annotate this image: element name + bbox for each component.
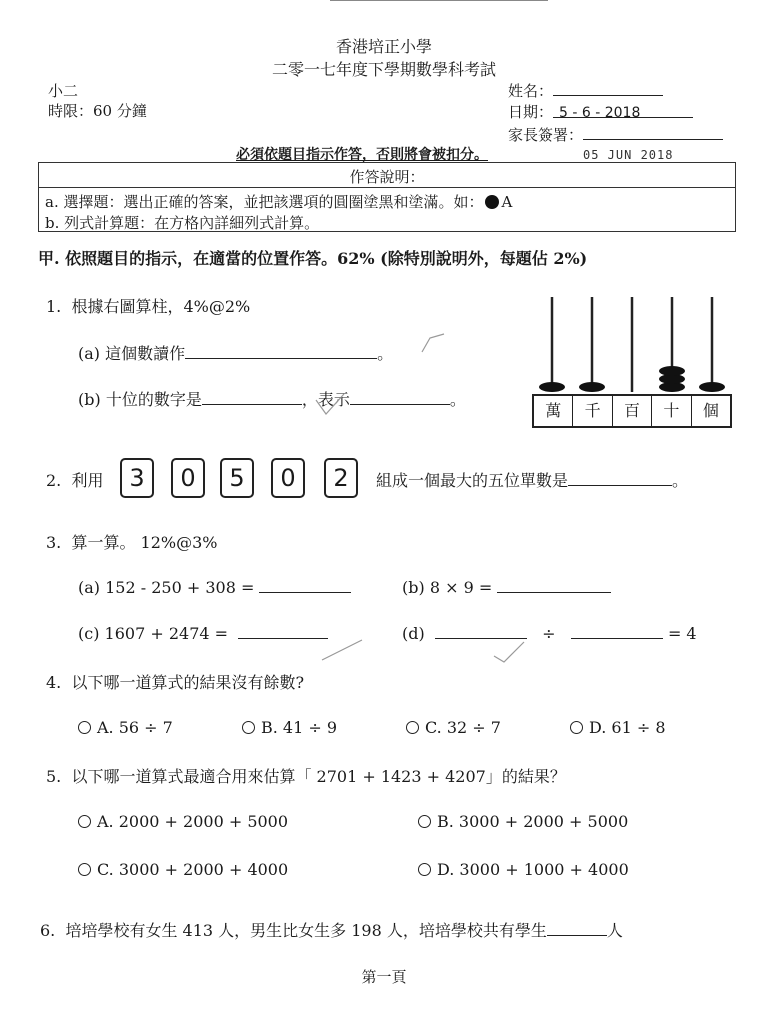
radio-circle-icon[interactable] — [418, 815, 431, 828]
parent-label: 家長簽署： — [508, 126, 584, 144]
digit-card-2: 0 — [171, 458, 205, 498]
parent-signature-field[interactable] — [508, 124, 723, 145]
q1a-answer-blank[interactable] — [185, 344, 377, 359]
q4-option-d[interactable]: D. 61 ÷ 8 — [570, 718, 666, 737]
q3a-answer-blank[interactable] — [259, 578, 351, 593]
name-label: 姓名： — [508, 82, 554, 100]
filled-circle-icon — [485, 195, 499, 209]
q5-option-a[interactable]: A. 2000 + 2000 + 5000 — [78, 812, 288, 831]
q3-stem: 3. 算一算。 12%@3% — [46, 533, 218, 552]
q3c-answer-blank[interactable] — [238, 624, 328, 639]
place-ten-thousands: 萬 — [534, 396, 573, 426]
place-thousands: 千 — [573, 396, 612, 426]
q1b: (b) 十位的數字是 ，表示 。 — [78, 390, 466, 409]
q3a: (a) 152 - 250 + 308 = — [78, 578, 351, 597]
radio-circle-icon[interactable] — [570, 721, 583, 734]
q6-answer-blank[interactable] — [547, 921, 607, 936]
q1a: (a) 這個數讀作 。 — [78, 344, 394, 363]
q3d-divisor-blank[interactable] — [571, 624, 663, 639]
pencil-mark — [490, 636, 530, 666]
name-blank[interactable] — [553, 81, 663, 96]
date-field[interactable] — [508, 101, 693, 122]
q4-stem: 4. 以下哪一道算式的結果沒有餘數? — [46, 673, 305, 692]
pencil-mark — [310, 390, 350, 420]
digit-card-1: 3 — [120, 458, 154, 498]
top-edge-line — [330, 0, 548, 1]
abacus-bead — [699, 382, 725, 392]
parent-blank[interactable] — [583, 125, 723, 140]
place-tens: 十 — [652, 396, 691, 426]
q6-stem: 6. 培培學校有女生 413 人，男生比女生多 198 人，培培學校共有學生 人 — [40, 921, 623, 940]
q3c: (c) 1607 + 2474 = — [78, 624, 328, 643]
instructions-title: 作答說明： — [349, 168, 425, 186]
q4-option-b[interactable]: B. 41 ÷ 9 — [242, 718, 337, 737]
abacus-bead — [659, 366, 685, 376]
q4-option-a[interactable]: A. 56 ÷ 7 — [78, 718, 173, 737]
pencil-mark — [318, 636, 368, 666]
q3d: (d) ÷ = 4 — [402, 624, 697, 643]
q3b-answer-blank[interactable] — [497, 578, 611, 593]
school-name: 香港培正小學 — [335, 37, 432, 56]
time-limit: 時限：60 分鐘 — [48, 102, 147, 120]
date-blank[interactable] — [553, 103, 693, 121]
radio-circle-icon[interactable] — [78, 863, 91, 876]
warning-text: 必須依題目指示作答，否則將會被扣分。 — [236, 147, 488, 163]
radio-circle-icon[interactable] — [78, 721, 91, 734]
q5-option-b[interactable]: B. 3000 + 2000 + 5000 — [418, 812, 628, 831]
place-value-table — [532, 394, 732, 428]
abacus-bead — [579, 382, 605, 392]
q2-text: 組成一個最大的五位單數是 。 — [376, 471, 689, 490]
grade-label: 小二 — [48, 82, 79, 100]
section-title: 甲. 依照題目的指示，在適當的位置作答。62% (除特別說明外，每題佔 2%) — [38, 249, 588, 268]
date-label: 日期： — [508, 103, 554, 121]
radio-circle-icon[interactable] — [78, 815, 91, 828]
instructions-divider — [39, 187, 735, 188]
q5-option-c[interactable]: C. 3000 + 2000 + 4000 — [78, 860, 288, 879]
digit-card-4: 0 — [271, 458, 305, 498]
place-hundreds: 百 — [613, 396, 652, 426]
exam-title: 二零一七年度下學期數學科考試 — [271, 60, 496, 79]
place-ones: 個 — [702, 401, 719, 420]
q1-stem: 1. 根據右圖算柱，4%@2% — [46, 297, 251, 316]
radio-circle-icon[interactable] — [418, 863, 431, 876]
instruction-a: a. 選擇題：選出正確的答案，並把該選項的圓圈塗黑和塗滿。如： A — [45, 193, 513, 211]
name-field[interactable] — [508, 80, 663, 101]
instructions-box — [38, 162, 736, 232]
q4-option-c[interactable]: C. 32 ÷ 7 — [406, 718, 501, 737]
q5-stem: 5. 以下哪一道算式最適合用來估算「 2701 + 1423 + 4207」的結果？ — [46, 767, 566, 786]
q3b: (b) 8 × 9 = — [402, 578, 611, 597]
radio-circle-icon[interactable] — [242, 721, 255, 734]
date-stamp: 05 JUN 2018 — [583, 148, 674, 162]
abacus-bead — [539, 382, 565, 392]
q1b-meaning-blank[interactable] — [350, 390, 450, 405]
date-value: 5 - 6 - 2018 — [559, 105, 641, 121]
q2-number: 2. 利用 — [46, 471, 104, 490]
q2-answer-blank[interactable] — [568, 471, 672, 486]
pencil-mark — [418, 330, 448, 360]
instruction-b: b. 列式計算題：在方格內詳細列式計算。 — [45, 214, 320, 232]
digit-card-5: 2 — [324, 458, 358, 498]
digit-card-3: 5 — [220, 458, 254, 498]
page-number: 第一頁 — [361, 968, 407, 986]
radio-circle-icon[interactable] — [406, 721, 419, 734]
q1b-digit-blank[interactable] — [202, 390, 302, 405]
q5-option-d[interactable]: D. 3000 + 1000 + 4000 — [418, 860, 629, 879]
